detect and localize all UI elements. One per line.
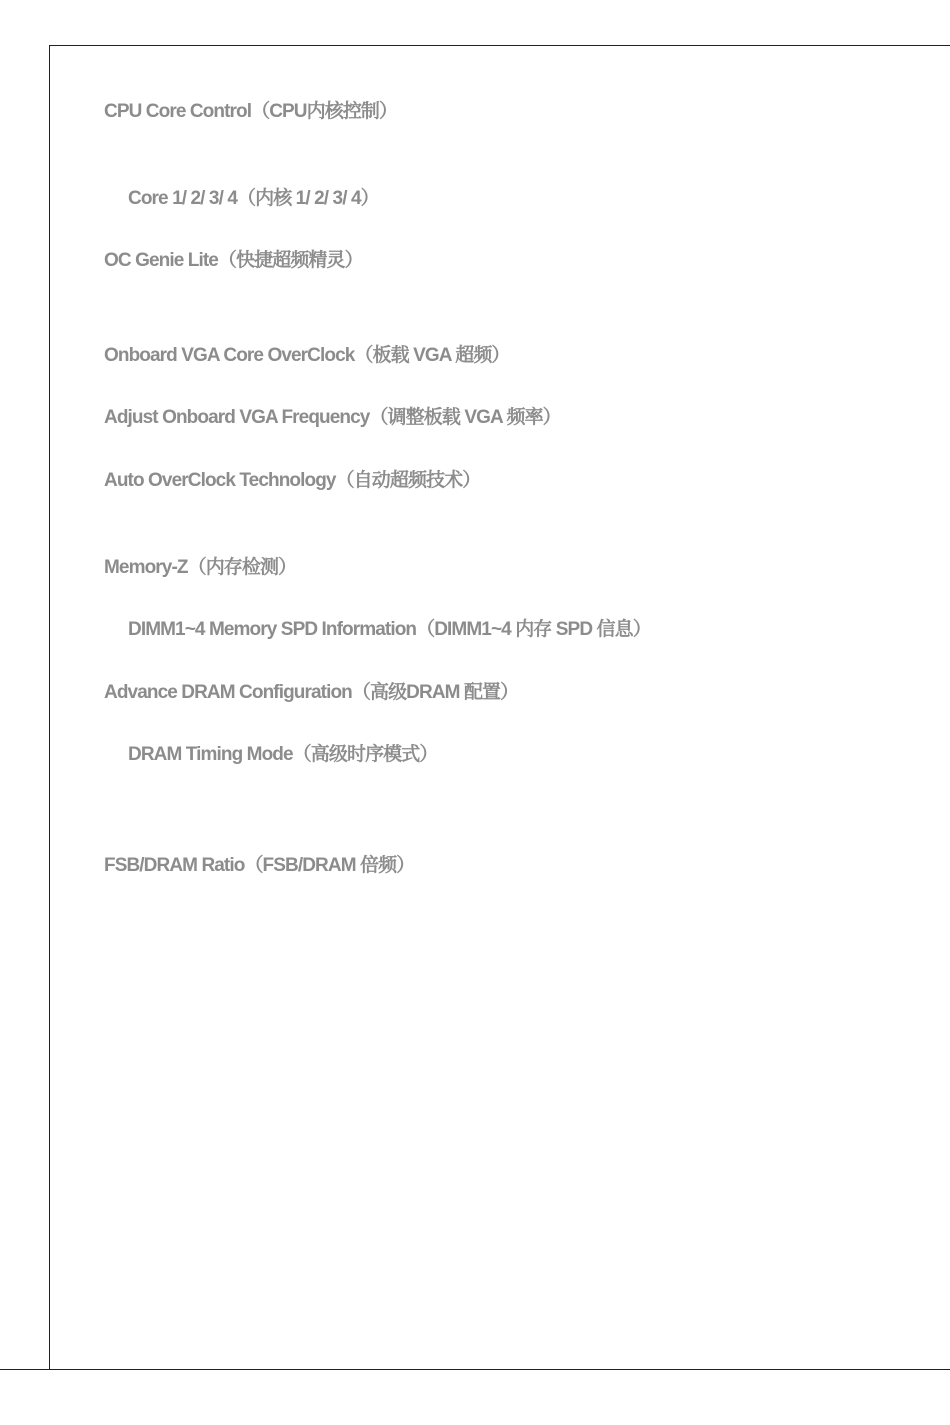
page-frame-left-rule <box>49 45 50 1370</box>
heading-onboard-vga-core-overclock: Onboard VGA Core OverClock（板载 VGA 超频） <box>104 345 510 366</box>
heading-adjust-onboard-vga-frequency: Adjust Onboard VGA Frequency（调整板载 VGA 频率） <box>104 407 561 428</box>
heading-fsb-dram-ratio: FSB/DRAM Ratio（FSB/DRAM 倍频） <box>104 855 415 876</box>
page-frame-bottom-rule <box>0 1369 950 1370</box>
page-frame-top-rule <box>49 45 950 46</box>
subheading-core-1-2-3-4: Core 1/ 2/ 3/ 4（内核 1/ 2/ 3/ 4） <box>128 188 379 209</box>
subheading-dram-timing-mode: DRAM Timing Mode（高级时序模式） <box>128 744 438 765</box>
heading-advance-dram-configuration: Advance DRAM Configuration（高级DRAM 配置） <box>104 682 519 703</box>
heading-auto-overclock-technology: Auto OverClock Technology（自动超频技术） <box>104 470 481 491</box>
heading-memory-z: Memory-Z（内存检测） <box>104 557 297 578</box>
subheading-dimm-memory-spd-information: DIMM1~4 Memory SPD Information（DIMM1~4 内存 SPD 信息） <box>128 619 651 640</box>
heading-cpu-core-control: CPU Core Control（CPU内核控制） <box>104 101 398 122</box>
heading-oc-genie-lite: OC Genie Lite（快捷超频精灵） <box>104 250 363 271</box>
